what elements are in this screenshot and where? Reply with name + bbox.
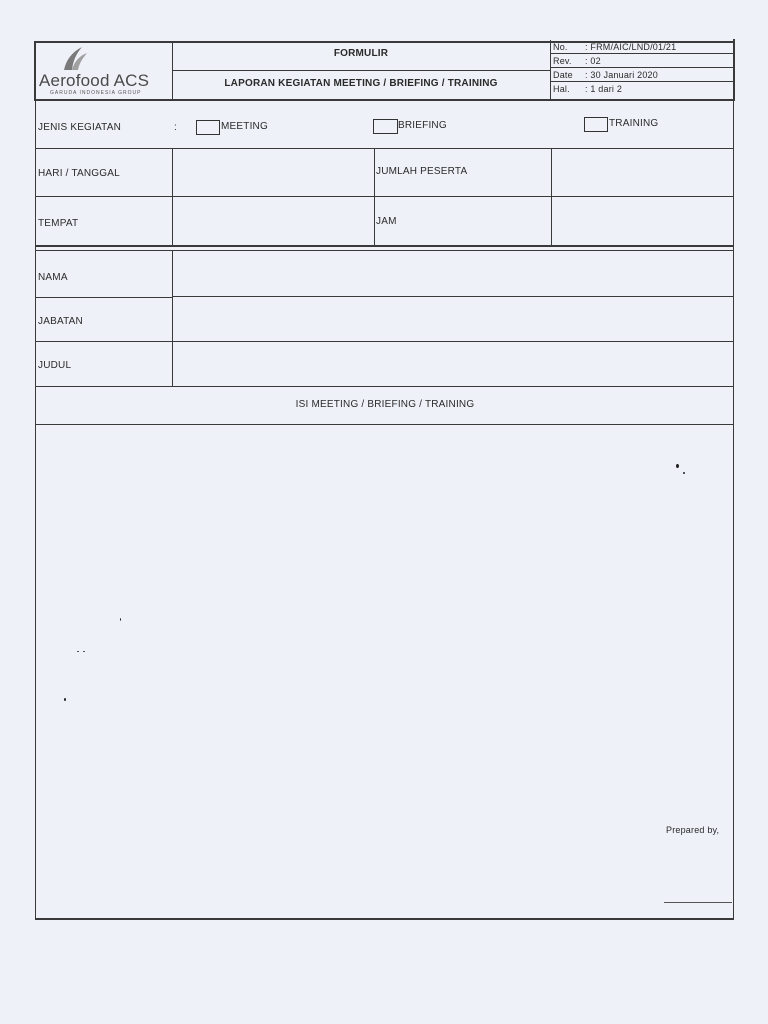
meta-rev-value: : 02 xyxy=(585,56,601,66)
logo-subtitle: GARUDA INDONESIA GROUP xyxy=(50,90,142,96)
scan-speck xyxy=(676,464,679,468)
isi-content-area[interactable] xyxy=(37,426,732,916)
judul-field[interactable] xyxy=(174,343,732,385)
tempat-field[interactable] xyxy=(174,198,373,244)
scan-speck xyxy=(683,472,685,474)
training-checkbox[interactable] xyxy=(584,117,608,132)
jenis-kegiatan-label: JENIS KEGIATAN xyxy=(38,122,122,133)
jam-label: JAM xyxy=(376,216,397,227)
jenis-kegiatan-colon: : xyxy=(174,122,177,133)
judul-label: JUDUL xyxy=(38,360,72,371)
jam-field[interactable] xyxy=(553,198,732,244)
hari-tanggal-label: HARI / TANGGAL xyxy=(38,168,120,179)
briefing-checkbox[interactable] xyxy=(373,119,398,134)
meta-date-value: : 30 Januari 2020 xyxy=(585,70,658,80)
training-option-label: TRAINING xyxy=(609,118,659,129)
meta-hal-label: Hal. xyxy=(553,84,570,94)
jabatan-label: JABATAN xyxy=(38,316,83,327)
nama-field[interactable] xyxy=(174,252,732,295)
scan-speck xyxy=(120,618,121,621)
hari-tanggal-field[interactable] xyxy=(174,150,373,195)
meeting-checkbox[interactable] xyxy=(196,120,220,135)
jumlah-peserta-field[interactable] xyxy=(553,150,732,195)
scan-speck xyxy=(64,698,66,701)
isi-section-title: ISI MEETING / BRIEFING / TRAINING xyxy=(295,399,475,410)
scan-speck xyxy=(83,651,85,652)
nama-label: NAMA xyxy=(38,272,68,283)
prepared-by-label: Prepared by, xyxy=(666,825,720,835)
scan-speck xyxy=(77,651,79,652)
signature-line xyxy=(664,902,732,903)
logo-text: Aerofood ACS xyxy=(39,71,150,90)
form-subtitle: LAPORAN KEGIATAN MEETING / BRIEFING / TRAINING xyxy=(224,78,498,89)
briefing-option-label: BRIEFING xyxy=(398,120,447,131)
meta-hal-value: : 1 dari 2 xyxy=(585,84,623,94)
jabatan-field[interactable] xyxy=(174,298,732,340)
aerofood-logo xyxy=(38,46,170,96)
meta-no-label: No. xyxy=(553,42,568,52)
bird-wing-icon xyxy=(60,46,90,72)
meta-no-value: : FRM/AIC/LND/01/21 xyxy=(585,42,677,52)
form-title: FORMULIR xyxy=(333,48,389,59)
meta-date-label: Date xyxy=(553,70,573,80)
jumlah-peserta-label: JUMLAH PESERTA xyxy=(376,166,468,177)
meeting-option-label: MEETING xyxy=(221,121,268,132)
tempat-label: TEMPAT xyxy=(38,218,79,229)
meta-rev-label: Rev. xyxy=(553,56,572,66)
